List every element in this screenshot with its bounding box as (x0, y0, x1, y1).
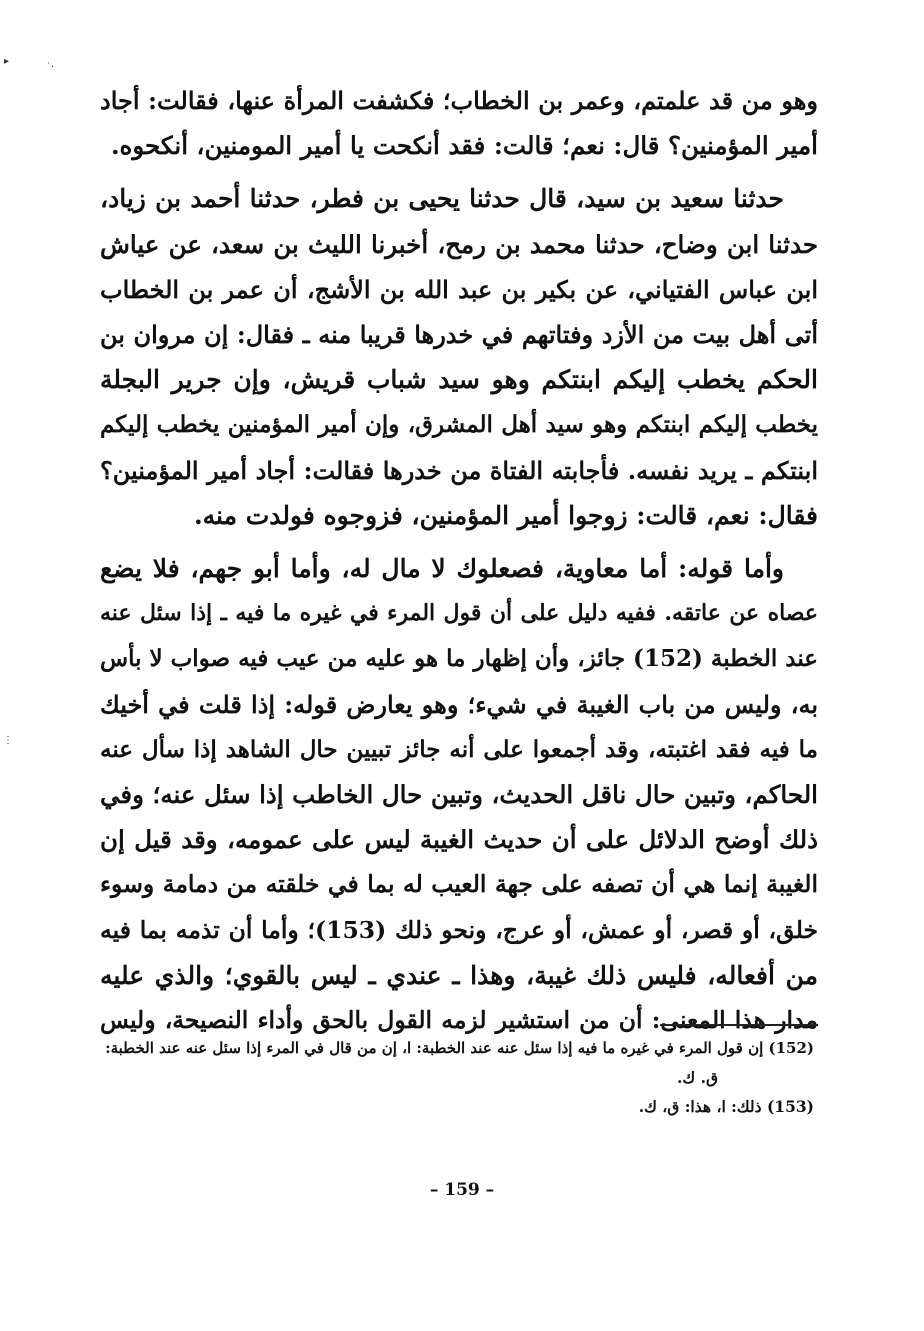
text-line: أمير المؤمنين؟ قال: نعم؛ قالت: فقد أنكحت يا أمير المومنين، أنكحوه. (111, 131, 818, 161)
text-line: الحكم يخطب إليكم ابنتكم وهو سيد شباب قريش، وإن جرير البجلة (100, 365, 818, 395)
text-line: وأما قوله: أما معاوية، فصعلوك لا مال له، وأما أبو جهم، فلا يضع (100, 554, 784, 584)
footnote-separator (660, 1024, 818, 1026)
text-line: مدار هذا المعنى: أن من استشير لزمه القول بالحق وأداء النصيحة، وليس (100, 1006, 818, 1035)
paragraph-1 (100, 78, 818, 168)
text-line: حدثنا ابن وضاح، حدثنا محمد بن رمح، أخبرنا الليث بن سعد، عن عياش (100, 229, 818, 259)
book-page-body (100, 78, 818, 1043)
text-line: أتى أهل بيت من الأزد وفتاتهم في خدرها قريبا منه ـ فقال: إن مروان بن (100, 320, 818, 350)
paragraph-3 (100, 546, 818, 1043)
text-line: عند الخطبة (152) جائز، وأن إظهار ما هو عليه من عيب فيه صواب لا بأس (100, 645, 818, 673)
text-line: ذلك أوضح الدلائل على أن حديث الغيبة ليس على عمومه، وقد قيل إن (100, 825, 818, 855)
text-line: الغيبة إنما هي أن تصفه على جهة العيب له بما في خلقته من دمامة وسوء (100, 870, 818, 899)
footnote-153: (153) ذلك: ا، هذا: ق، ك. (638, 1097, 814, 1116)
text-line: ابن عباس الفتياني، عن بكير بن عبد الله بن الأشج، أن عمر بن الخطاب (100, 274, 818, 304)
footnote-152-continuation: ق. ك. (677, 1068, 718, 1087)
text-line: الحاكم، وتبين حال ناقل الحديث، وتبين حال الخاطب إذا سئل عنه؛ وفي (100, 780, 818, 810)
text-line: فقال: نعم، قالت: زوجوا أمير المؤمنين، فزوجوه فولدت منه. (193, 500, 818, 530)
scan-speck: ⋮ (3, 735, 13, 746)
text-line: به، وليس من باب الغيبة في شيء؛ وهو يعارض قوله: إذا قلت في أخيك (100, 689, 819, 719)
paragraph-2 (100, 176, 818, 538)
footnotes (92, 1034, 814, 1121)
text-line: يخطب إليكم ابنتكم وهو سيد أهل المشرق، وإن أمير المؤمنين يخطب إليكم (100, 411, 818, 439)
text-line: ابنتكم ـ يريد نفسه. فأجابته الفتاة من خدرها فقالت: أجاد أمير المؤمنين؟ (100, 455, 818, 485)
text-line: حدثنا سعيد بن سيد، قال حدثنا يحيى بن فطر، حدثنا أحمد بن زياد، (100, 184, 784, 214)
scan-speck: ˙· (46, 62, 55, 73)
text-line: خلق، أو قصر، أو عمش، أو عرج، ونحو ذلك (153)؛ وأما أن تذمه بما فيه (100, 915, 818, 944)
text-line: ما فيه فقد اغتبته، وقد أجمعوا على أنه جائز تبيين حال الشاهد إذا سأل عنه (100, 735, 818, 763)
text-line: عصاه عن عاتقه. ففيه دليل على أن قول المرء في غيره ما فيه ـ إذا سئل عنه (100, 600, 818, 627)
page-number: – 159 – (429, 1180, 495, 1200)
scan-speck: ▸ (4, 56, 10, 67)
text-line: من أفعاله، فليس ذلك غيبة، وهذا ـ عندي ـ ليس بالقوي؛ والذي عليه (100, 960, 818, 990)
text-line: وهو من قد علمتم، وعمر بن الخطاب؛ فكشفت المرأة عنها، فقالت: أجاد (100, 86, 818, 115)
footnote-152: (152) إن قول المرء في غيره ما فيه إذا سئل عنه عند الخطبة: ا، إن من قال في المرء إذا سئل عنه عند الخطبة: (105, 1039, 814, 1057)
